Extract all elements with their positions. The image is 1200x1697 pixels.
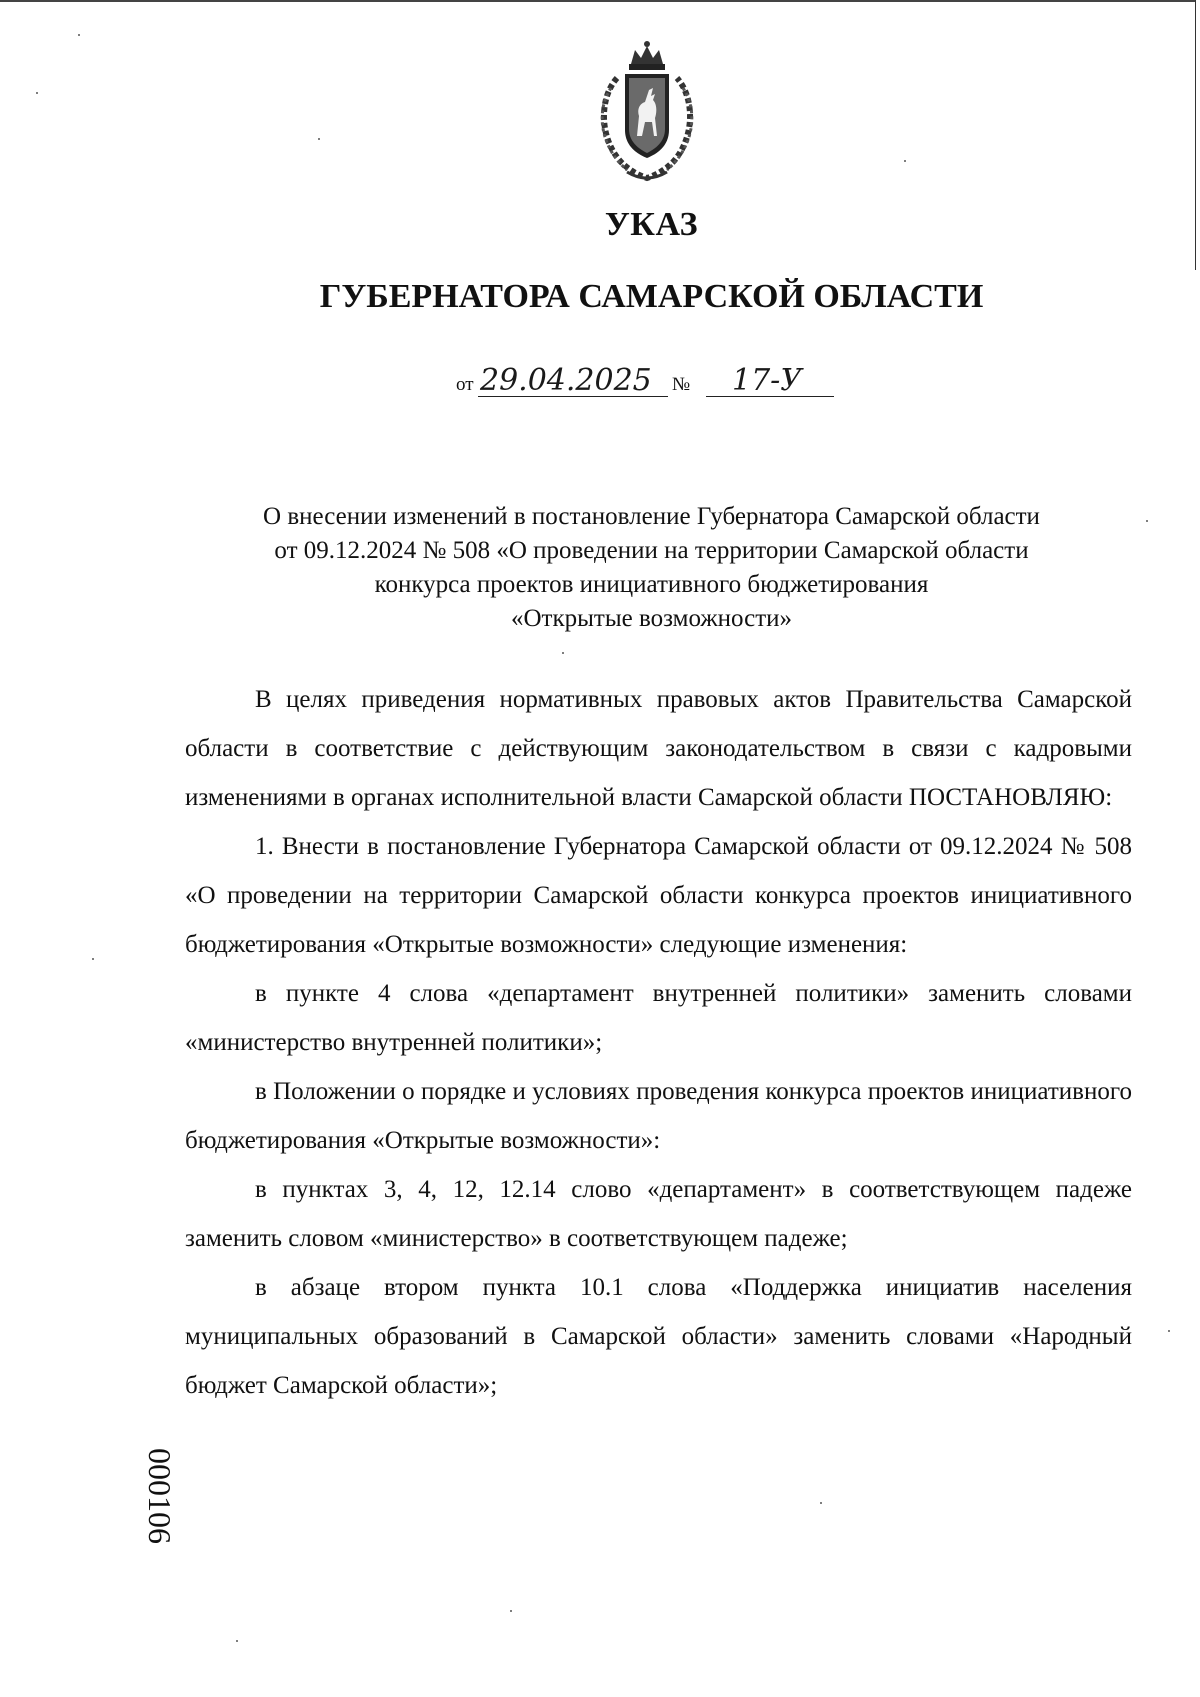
document-type-title: УКАЗ bbox=[604, 206, 699, 243]
document-body bbox=[185, 675, 1132, 1410]
scan-speck bbox=[236, 1640, 238, 1642]
subject-line: конкурса проектов инициативного бюджетирования bbox=[374, 571, 929, 598]
body-paragraph: в пунктах 3, 4, 12, 12.14 слово «департамент» в соответствующем падеже заменить словом «министерство» в соответствующем падеже; bbox=[185, 1176, 1132, 1252]
handwritten-number: 17-У bbox=[732, 363, 802, 398]
scan-speck bbox=[92, 958, 94, 960]
subject-line: от 09.12.2024 № 508 «О проведении на территории Самарской области bbox=[274, 537, 1029, 564]
body-paragraph: 1. Внести в постановление Губернатора Самарской области от 09.12.2024 № 508 «О проведении на территории Самарской области конкурса проектов инициативного бюджетирования «Открытые возможности» следующие изменения: bbox=[185, 833, 1132, 958]
date-underline bbox=[478, 396, 668, 397]
scan-speck bbox=[904, 160, 906, 162]
number-prefix: № bbox=[672, 374, 691, 395]
scan-speck bbox=[36, 92, 38, 94]
scan-speck bbox=[1146, 520, 1148, 522]
samara-coat-of-arms-icon bbox=[587, 38, 707, 186]
date-prefix: от bbox=[456, 374, 474, 395]
scan-speck bbox=[1168, 1330, 1170, 1332]
subject-line: «Открытые возможности» bbox=[510, 605, 793, 632]
body-paragraph: В целях приведения нормативных правовых актов Правительства Самарской области в соответствие с действующим законодательством в связи с кадровыми изменениями в органах исполнительной власти Самарской области ПОСТАНОВЛЯЮ: bbox=[185, 686, 1132, 811]
body-paragraph: в пункте 4 слова «департамент внутренней политики» заменить словами «министерство внутренней политики»; bbox=[185, 980, 1132, 1056]
serial-number: 000106 bbox=[142, 1448, 178, 1544]
body-paragraph: в абзаце втором пункта 10.1 слова «Поддержка инициатив населения муниципальных образований в Самарской области» заменить словами «Народный бюджет Самарской области»; bbox=[185, 1274, 1132, 1399]
scan-speck bbox=[78, 34, 80, 36]
scan-speck bbox=[820, 1502, 822, 1504]
scan-speck bbox=[318, 138, 320, 140]
scan-top-border bbox=[0, 0, 1195, 2]
document-subject bbox=[200, 500, 1103, 636]
scan-speck bbox=[562, 652, 564, 654]
number-underline bbox=[706, 396, 834, 397]
scan-speck bbox=[510, 1610, 512, 1612]
subject-line: О внесении изменений в постановление Губернатора Самарской области bbox=[263, 503, 1040, 530]
date-number-line bbox=[456, 356, 856, 406]
body-paragraph: в Положении о порядке и условиях проведения конкурса проектов инициативного бюджетирования «Открытые возможности»: bbox=[185, 1078, 1132, 1154]
handwritten-date: 29.04.2025 bbox=[480, 363, 652, 398]
issuer-title: ГУБЕРНАТОРА САМАРСКОЙ ОБЛАСТИ bbox=[319, 278, 984, 315]
